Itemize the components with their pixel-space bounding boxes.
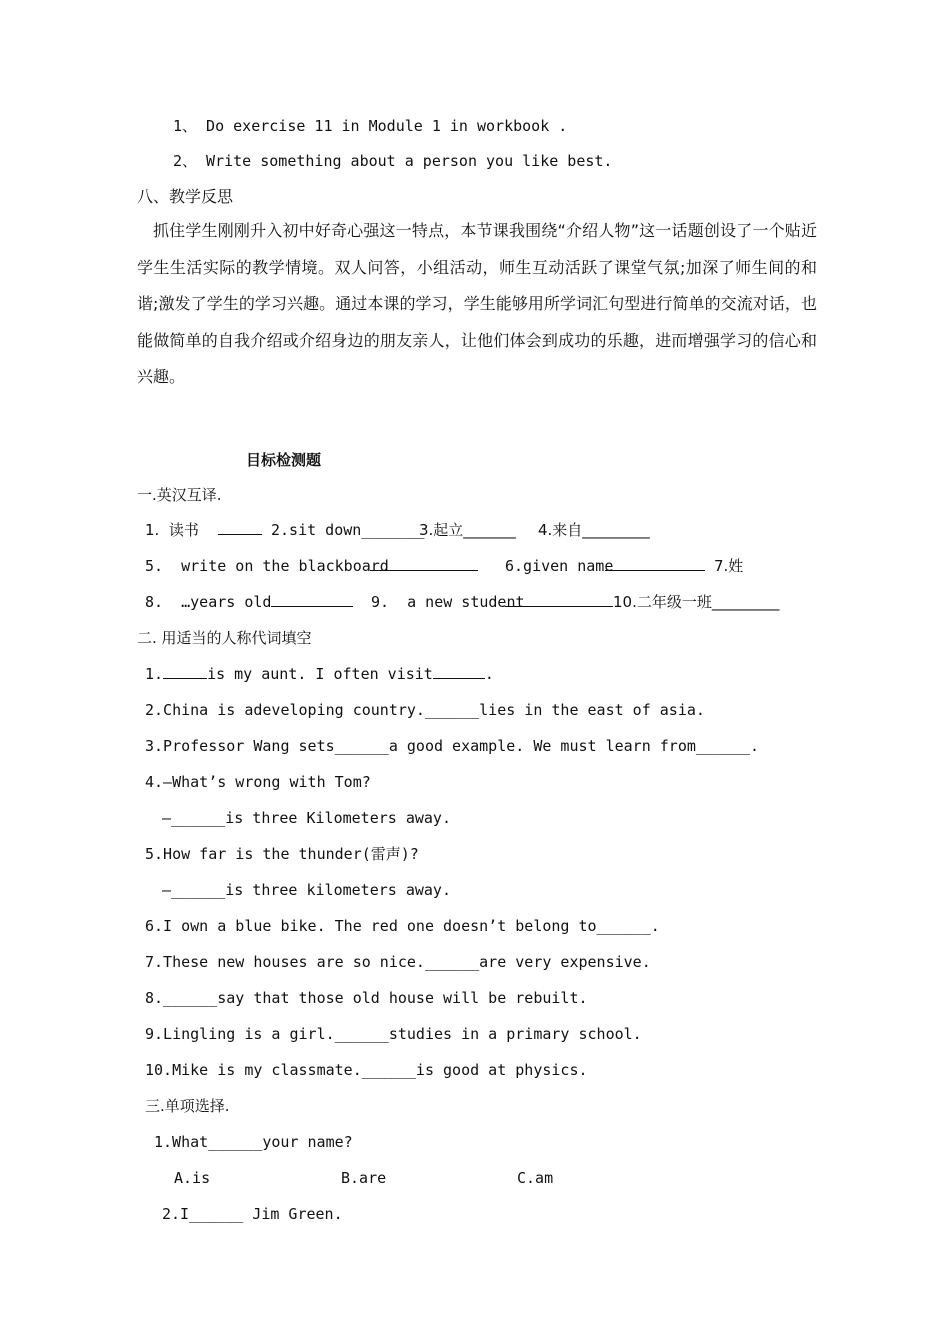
test-title: 目标检测题 [246, 451, 322, 469]
s3-q1-option-a: A.is [174, 1169, 211, 1187]
s2-q5-answer: —______is three kilometers away. [162, 881, 451, 899]
s2-q1 [145, 664, 494, 684]
s2-q1-blank-2 [433, 664, 485, 679]
s1-q8-blank [271, 592, 353, 612]
s1-q1: 1. 读书 [145, 521, 199, 539]
s2-q1-text: is my aunt. I often visit [207, 665, 433, 683]
s3-q2: 2.I______ Jim Green. [162, 1205, 343, 1223]
s3-q1-option-c: C.am [517, 1169, 554, 1187]
s1-q5-blank [370, 556, 478, 576]
s2-q9: 9.Lingling is a girl.______studies in a primary school. [145, 1025, 642, 1043]
homework-item-1: 1、 Do exercise 11 in Module 1 in workbook . [173, 117, 568, 135]
s3-q1: 1.What______your name? [154, 1133, 353, 1151]
s2-q2: 2.China is adeveloping country.______lies in the east of asia. [145, 701, 705, 719]
s2-q1-end: . [484, 665, 494, 683]
s1-q6: 6.given name [505, 557, 614, 575]
s2-q5: 5.How far is the thunder(雷声)? [145, 845, 419, 863]
s1-q1-blank [218, 520, 262, 540]
homework-item-2: 2、 Write something about a person you like best. [173, 152, 613, 170]
s1-q5: 5. write on the blackboard [145, 557, 389, 575]
s1-q9-blank [505, 592, 613, 612]
s3-q1-option-b: B.are [341, 1169, 387, 1187]
s2-q7: 7.These new houses are so nice.______are very expensive. [145, 953, 651, 971]
s1-q4: 4.来自_________ [538, 521, 650, 539]
s1-q9: 9. a new student [371, 593, 525, 611]
s1-q7: 7.姓 [714, 557, 744, 575]
s1-q10: 10.二年级一班_________ [613, 593, 780, 611]
s2-q8: 8.______say that those old house will be rebuilt. [145, 989, 588, 1007]
s2-q3: 3.Professor Wang sets______a good example. We must learn from______. [145, 737, 760, 755]
s2-q1-num: 1. [145, 665, 164, 683]
section2-heading: 二. 用适当的人称代词填空 [137, 629, 312, 647]
s1-q2: 2.sit down_______ [271, 521, 425, 539]
s2-q6: 6.I own a blue bike. The red one doesn’t belong to______. [145, 917, 660, 935]
s2-q1-blank-1 [163, 664, 207, 679]
s1-q3: 3.起立_______ [419, 521, 516, 539]
reflection-heading: 八、教学反思 [137, 187, 234, 206]
section3-heading: 三.单项选择. [145, 1097, 230, 1115]
reflection-paragraph: 抓住学生刚刚升入初中好奇心强这一特点，本节课我围绕“介绍人物”这一话题创设了一个贴近学生生活实际的教学情境。双人问答，小组活动，师生互动活跃了课堂气氛;加深了师生间的和谐;激发了学生的学习兴趣。通过本课的学习，学生能够用所学词汇句型进行简单的交流对话，也能做简单的自我介绍或介绍身边的朋友亲人，让他们体会到成功的乐趣，进而增强学习的信心和兴趣。 [137, 221, 817, 387]
s2-q10: 10.Mike is my classmate.______is good at physics. [145, 1061, 588, 1079]
s2-q4-answer: —______is three Kilometers away. [162, 809, 451, 827]
s1-q6-blank [605, 556, 705, 576]
s2-q4: 4.—What’s wrong with Tom? [145, 773, 371, 791]
section1-heading: 一.英汉互译. [137, 486, 222, 504]
s1-q8: 8. …years old [145, 593, 272, 611]
